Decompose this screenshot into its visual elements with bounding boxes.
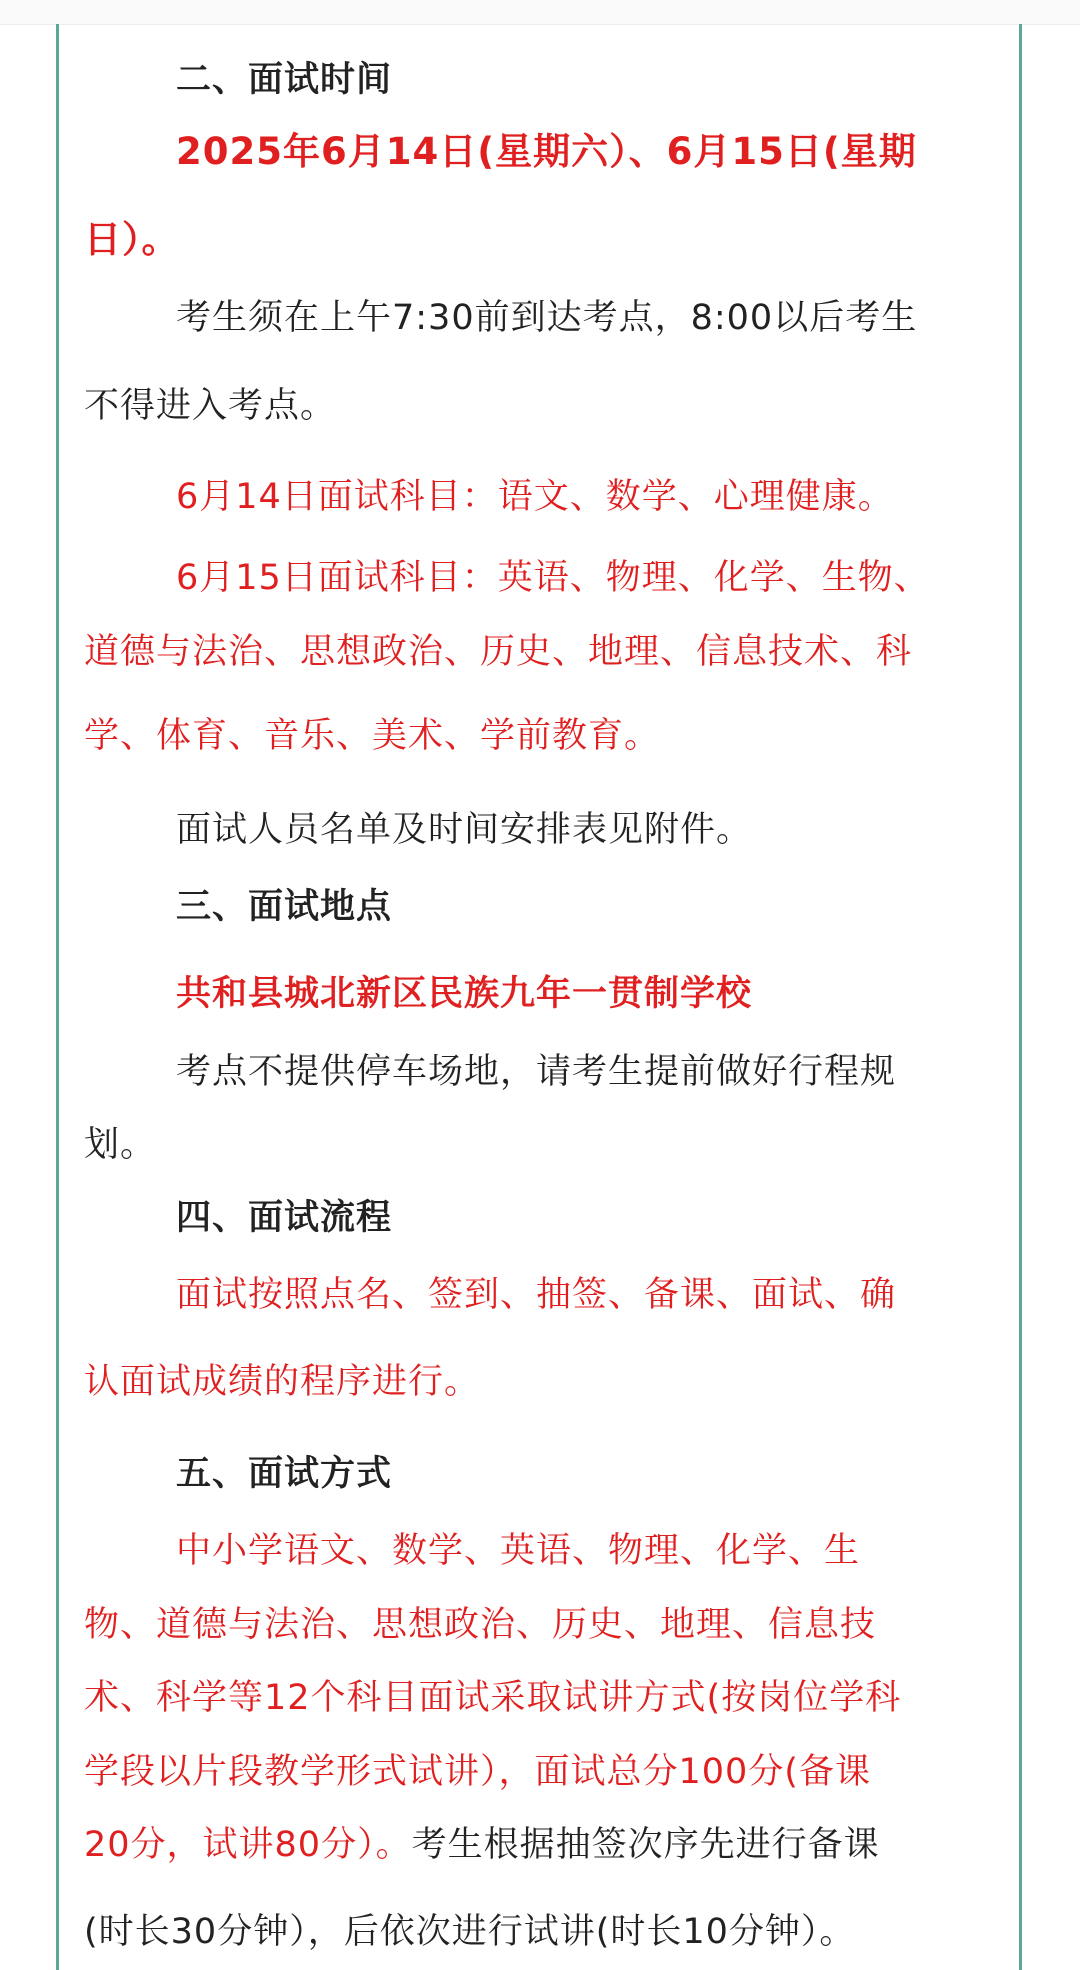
method-line-1: 中小学语文、数学、英语、物理、化学、生 [176,1531,861,1571]
parking-note-line-1: 考点不提供停车场地，请考生提前做好行程规 [176,1052,897,1092]
interview-place: 共和县城北新区民族九年一贯制学校 [176,974,753,1014]
method-line-3: 术、科学等12个科目面试采取试讲方式(按岗位学科 [84,1678,902,1718]
arrival-note-line-2: 不得进入考点。 [84,386,337,426]
process-line-1: 面试按照点名、签到、抽签、备课、面试、确 [176,1275,897,1315]
method-line-4: 学段以片段教学形式试讲），面试总分100分(备课 [84,1752,871,1792]
method-line-5-black: 考生根据抽签次序先进行备课 [411,1825,880,1865]
process-line-2: 认面试成绩的程序进行。 [84,1362,481,1402]
section-heading-interview-process: 四、面试流程 [176,1198,393,1238]
method-line-5 [84,1823,880,1867]
day2-subjects-line-3: 学、体育、音乐、美术、学前教育。 [84,716,661,756]
candidate-list-note: 面试人员名单及时间安排表见附件。 [176,810,753,850]
interview-date-line-1: 2025年6月14日(星期六）、6月15日(星期 [176,130,917,173]
section-heading-interview-time: 二、面试时间 [176,60,393,100]
method-line-2: 物、道德与法治、思想政治、历史、地理、信息技 [84,1605,877,1645]
section-heading-interview-method: 五、面试方式 [176,1454,393,1494]
day1-subjects: 6月14日面试科目：语文、数学、心理健康。 [176,477,894,517]
section-heading-interview-place: 三、面试地点 [176,887,393,927]
top-strip [0,0,1080,25]
method-line-6: (时长30分钟），后依次进行试讲(时长10分钟）。 [84,1912,856,1952]
method-line-5-red: 20分，试讲80分）。 [84,1825,412,1865]
day2-subjects-line-2: 道德与法治、思想政治、历史、地理、信息技术、科 [84,632,913,672]
day2-subjects-line-1: 6月15日面试科目：英语、物理、化学、生物、 [176,558,930,598]
interview-date-line-2: 日）。 [84,218,180,261]
arrival-note-line-1: 考生须在上午7:30前到达考点，8:00以后考生 [176,298,918,338]
parking-note-line-2: 划。 [84,1125,157,1165]
